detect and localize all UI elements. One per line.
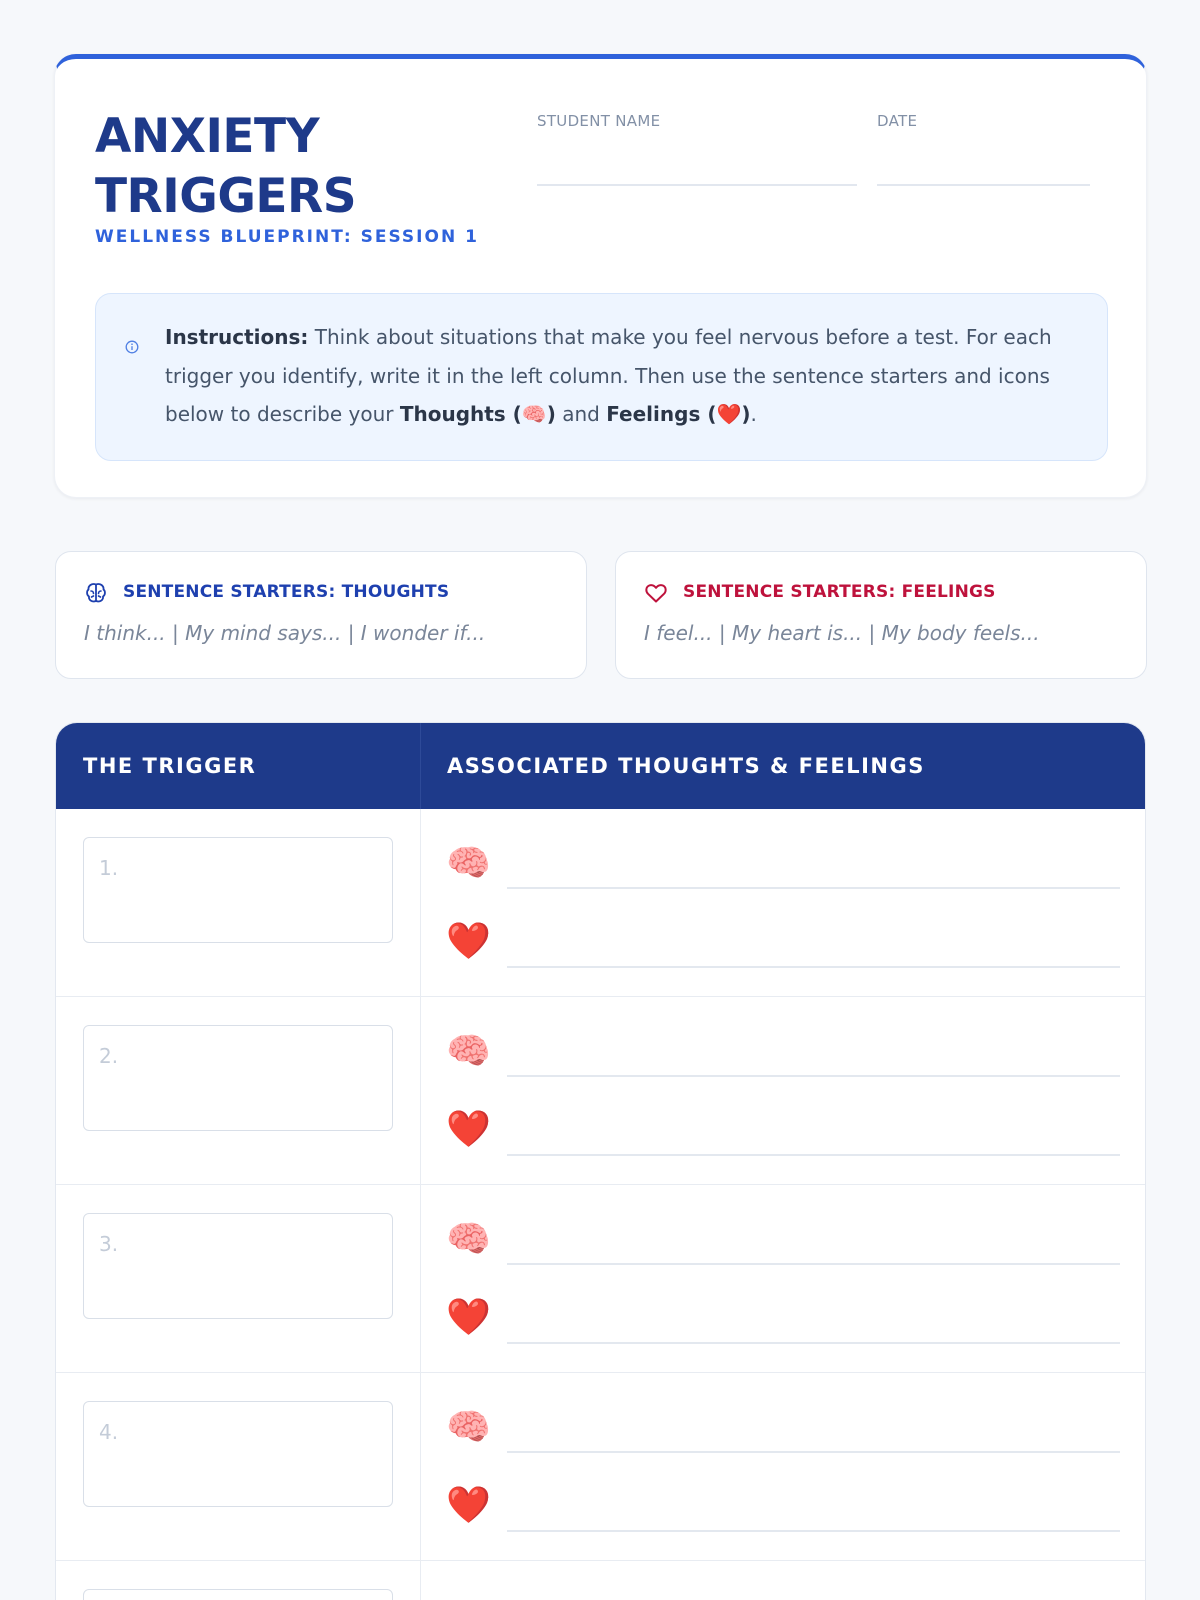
table-row — [56, 1561, 1145, 1600]
feeling-line[interactable] — [507, 966, 1120, 968]
trigger-number: 2. — [99, 1044, 119, 1068]
header-divider — [420, 723, 421, 809]
trigger-number: 3. — [99, 1232, 119, 1256]
thoughts-starter-title: SENTENCE STARTERS: THOUGHTS — [123, 582, 450, 602]
student-name-field[interactable] — [537, 184, 857, 186]
trigger-column-header: THE TRIGGER — [83, 754, 257, 778]
session-subtitle: WELLNESS BLUEPRINT: SESSION 1 — [95, 227, 479, 247]
table-row — [56, 997, 1145, 1185]
table-header — [56, 723, 1145, 809]
title-line-2: TRIGGERS — [95, 169, 357, 224]
instructions-body: Think about situations that make you feel nervous before a test. For each trigger you identify, write it in the left column. Then use the sentence starters and icons below to describe your — [165, 325, 1052, 426]
table-row — [56, 1373, 1145, 1561]
brain-icon: 🧠 — [446, 843, 491, 884]
feeling-line[interactable] — [507, 1342, 1120, 1344]
feelings-term: Feelings (❤️) — [606, 402, 751, 426]
heart-outline-icon — [643, 580, 669, 606]
feelings-starter-card — [615, 551, 1147, 679]
heart-icon: ❤️ — [446, 1485, 491, 1526]
trigger-number: 1. — [99, 856, 119, 880]
heart-icon: ❤️ — [446, 1297, 491, 1338]
table-row — [56, 809, 1145, 997]
thoughts-term: Thoughts (🧠) — [399, 402, 556, 426]
thoughts-starter-card — [55, 551, 587, 679]
brain-outline-icon — [83, 580, 109, 606]
header-card — [54, 54, 1147, 498]
date-field[interactable] — [877, 184, 1090, 186]
instructions-lead: Instructions: — [165, 325, 309, 349]
thought-line[interactable] — [507, 1263, 1120, 1265]
thoughts-starter-text: I think... | My mind says... | I wonder if... — [84, 621, 486, 645]
feeling-line[interactable] — [507, 1154, 1120, 1156]
heart-icon: ❤️ — [446, 921, 491, 962]
feelings-starter-text: I feel... | My heart is... | My body feels... — [644, 621, 1040, 645]
page-title — [95, 107, 356, 227]
trigger-input[interactable] — [83, 837, 393, 943]
student-name-label: STUDENT NAME — [537, 112, 661, 130]
instructions-text — [165, 318, 1075, 434]
date-label: DATE — [877, 112, 918, 130]
feeling-line[interactable] — [507, 1530, 1120, 1532]
trigger-input[interactable] — [83, 1589, 393, 1600]
trigger-number: 4. — [99, 1420, 119, 1444]
table-row — [56, 1185, 1145, 1373]
title-line-1: ANXIETY — [95, 109, 320, 164]
instructions-box — [95, 293, 1108, 461]
thought-line[interactable] — [507, 887, 1120, 889]
brain-icon: 🧠 — [446, 1031, 491, 1072]
instructions-end: . — [750, 402, 757, 426]
thoughts-feelings-column-header: ASSOCIATED THOUGHTS & FEELINGS — [447, 754, 925, 778]
thought-line[interactable] — [507, 1451, 1120, 1453]
brain-icon: 🧠 — [446, 1219, 491, 1260]
trigger-input[interactable] — [83, 1213, 393, 1319]
info-icon — [125, 340, 139, 354]
trigger-input[interactable] — [83, 1401, 393, 1507]
brain-icon: 🧠 — [446, 1407, 491, 1448]
instructions-and: and — [555, 402, 607, 426]
heart-icon: ❤️ — [446, 1109, 491, 1150]
triggers-table — [55, 722, 1146, 1600]
thought-line[interactable] — [507, 1075, 1120, 1077]
feelings-starter-title: SENTENCE STARTERS: FEELINGS — [683, 582, 996, 602]
trigger-input[interactable] — [83, 1025, 393, 1131]
